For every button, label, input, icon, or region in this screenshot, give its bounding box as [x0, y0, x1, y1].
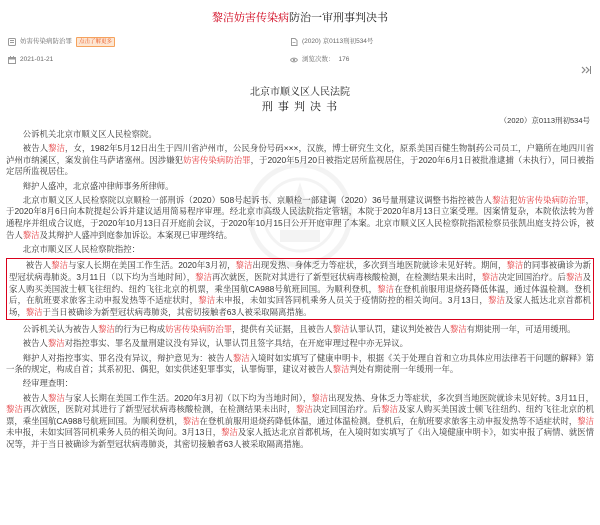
publish-date: 2021-01-21	[20, 56, 54, 63]
paragraph-text: 被告人	[25, 260, 52, 271]
name-highlight: 黎洁	[449, 324, 467, 335]
document-type: 刑 事 判 决 书	[261, 101, 339, 113]
learn-more-tag[interactable]: 点击了解更多	[76, 37, 115, 47]
name-highlight: 黎洁	[48, 392, 65, 403]
name-highlight: 黎洁	[377, 283, 395, 294]
name-highlight: 黎洁	[381, 404, 399, 415]
name-highlight: 黎洁	[332, 324, 350, 335]
views-label: 浏览次数：	[302, 56, 335, 63]
body-paragraph	[6, 195, 594, 241]
name-highlight: 黎洁	[51, 260, 69, 271]
name-highlight: 黎洁	[311, 392, 329, 403]
paragraph-text: 再次就医，医院对其进行了新型冠状病毒核酸检测，在检测结果未出时，	[212, 271, 482, 282]
name-highlight: 黎洁	[48, 143, 66, 154]
paragraph-text: 认罪认罚，建议判处被告人	[349, 324, 450, 335]
cause-label[interactable]: 妨害传染病防治罪	[20, 38, 72, 45]
keyword-link[interactable]: 妨害传染病防治罪	[165, 324, 233, 335]
paragraph-text: 于当日被确诊为新型冠状病毒肺炎，其密切接触者63人被采取隔离措施。	[42, 306, 312, 317]
name-highlight: 黎洁	[295, 404, 313, 415]
name-highlight: 黎洁	[492, 194, 510, 205]
paragraph-text: 北京市顺义区人民检察院以京顺检一部刑诉（2020）508号起诉书、京顺检一部建调（2020）36号量刑建议调整书指控被告人	[22, 194, 493, 205]
highlighted-charge-paragraph	[6, 258, 594, 320]
paragraph-text: ，于2020年8月6日向本院提起公诉并建议适用简易程序审理。经北京市高级人民法院指定管辖，本院于2020年8月13日立案受理。因案情复杂，本院依法转为普通程序并组成合议庭，于2020年10月13日召开庭前会议，于2020年10月15日公开开庭审理了本案。北京市顺义区人民检察院指派检察员张凯出庭支持公诉，被告人	[6, 194, 594, 240]
paragraph-text: ，提供有关证据，且被告人	[232, 324, 333, 335]
body-paragraph	[6, 353, 594, 376]
page-title-rest: 防治一审刑事判决书	[289, 12, 388, 24]
paragraph-text: 再次就医，医院对其进行了新型冠状病毒核酸检测，在检测结果未出时，	[23, 404, 296, 415]
paragraph-text: 入境时如实填写了健康申明卡，根据《关于处理自首和立功具体应用法律若干问题的解释》第一条的规定，构成自首；其系初犯、偶犯，如实供述犯罪事实，认罪悔罪，建议对被告人	[6, 352, 594, 375]
name-highlight: 黎洁	[6, 404, 24, 415]
name-highlight: 黎洁	[332, 364, 350, 375]
paragraph-text: 对指控事实、罪名及量刑建议没有异议，认罪认罚且签字具结，在开庭审理过程中亦无异议。	[64, 338, 409, 349]
keyword-link[interactable]: 妨害传染病防治罪	[183, 154, 251, 165]
body-paragraph	[6, 393, 594, 451]
paragraph-text: 及其辩护人盛冲到庭参加诉讼。本案现已审理终结。	[39, 229, 233, 240]
body-paragraph	[6, 143, 594, 178]
paragraph-text: 被告人	[22, 143, 49, 154]
paragraph-text: 被告人	[22, 392, 49, 403]
name-highlight: 黎洁	[25, 306, 43, 317]
paragraph-text: 出现发热、身体乏力等症状，多次到当地医院就诊未见好转。3月11日，	[328, 392, 594, 403]
paragraph-text: 的行为已构成	[114, 324, 166, 335]
paragraph-text: 在登机前服用退烧药降低体温，通过体温检测。登机后，在航班要求旅客主动申报发热等不适症状时，	[9, 283, 592, 306]
paragraph-text: 经审理查明：	[22, 378, 74, 389]
name-highlight: 黎洁	[488, 295, 506, 306]
paragraph-text: 辩护人盛冲，北京盛冲律师事务所律师。	[22, 180, 174, 191]
body-paragraph	[6, 129, 594, 141]
views-count: 176	[338, 56, 350, 63]
paragraph-text: 辩护人对指控事实、罪名没有异议，辩护意见为：被告人	[22, 352, 233, 363]
paragraph-text: 及家人购买美国波士顿飞往纽约、纽约飞往北京的机票，乘坐国航CA988号航班回国。为顺利登机，	[6, 404, 594, 426]
paragraph-text: 及家人购买美国波士顿飞往纽约、纽约飞往北京的机票，乘坐国航CA988号航班回国。为顺利登机，	[9, 271, 592, 294]
page-title	[0, 10, 600, 26]
keyword-link[interactable]: 妨害传染病防治罪	[517, 194, 586, 205]
paragraph-text: 在登机前服用退烧药降低体温，通过体温检测。登机后，在航班要求旅客主动申报发热等不适症状时，	[199, 415, 578, 426]
name-highlight: 黎洁	[235, 260, 253, 271]
case-category-icon	[8, 38, 16, 46]
date-info	[8, 54, 53, 66]
name-highlight: 黎洁	[22, 229, 40, 240]
paragraph-text: 公诉机关认为被告人	[22, 324, 99, 335]
page-title-highlight: 黎洁妨害传染病	[212, 12, 289, 24]
body-paragraph	[6, 324, 594, 336]
calendar-icon	[8, 56, 16, 64]
paragraph-text: ，于2020年5月20日被指定居所监视居住，于2020年6月1日被批准逮捕（未执行），同日被指定居所监视居住。	[6, 154, 594, 177]
meta-row-date	[0, 54, 600, 66]
collapse-panel-icon[interactable]	[580, 64, 592, 76]
cause-info	[8, 36, 115, 48]
document-number: （2020）京0113刑初534号	[499, 116, 590, 125]
paragraph-text: 的同事被确诊为新型冠状病毒肺炎。3月11日（以下均为当地时间），	[9, 260, 592, 282]
body-paragraph	[6, 378, 594, 390]
paragraph-text: 犯	[509, 194, 518, 205]
paragraph-text: ，女，1982年5月12日出生于四川省泸州市，公民身份号码×××，汉族，博士研究生文化，原系美国百健生物制药公司员工，户籍所在地四川省泸州市纳溪区，案发前住马萨诸塞州。因涉嫌犯	[6, 143, 594, 165]
court-name: 北京市顺义区人民法院	[250, 87, 350, 98]
paragraph-text: 与家人长期在美国工作生活。2020年3月初，	[68, 260, 236, 271]
paragraph-text: 及家人抵达北京首都机场，在入境时如实填写了《出入境健康申明卡》，如实申报了病情、就医情况等，并于当日被确诊为新型冠状病毒肺炎，其密切接触者63人被采取隔离措施。	[6, 427, 594, 449]
paragraph-text: 判处有期徒刑一年缓刑一年。	[349, 364, 459, 375]
name-highlight: 黎洁	[198, 295, 216, 306]
body-paragraph	[6, 181, 594, 193]
name-highlight: 黎洁	[481, 271, 499, 282]
name-highlight: 黎洁	[195, 271, 213, 282]
paragraph-text: 未申报，未如实回答同机乘务人员的相关询问。3月13日，	[6, 427, 222, 438]
views-info	[290, 54, 349, 66]
eye-icon	[290, 56, 298, 64]
paragraph-text: 决定回国治疗。后	[312, 404, 382, 415]
name-highlight: 黎洁	[577, 415, 594, 426]
name-highlight: 黎洁	[98, 324, 115, 335]
paragraph-text: 及家人抵达北京首都机场，	[9, 295, 592, 317]
document-icon	[290, 38, 298, 46]
case-number-info	[290, 36, 373, 48]
judgment-body	[6, 129, 594, 521]
paragraph-text: 被告人	[22, 338, 48, 349]
body-paragraph	[6, 244, 594, 256]
body-paragraph	[6, 338, 594, 350]
paragraph-text: 公诉机关北京市顺义区人民检察院。	[22, 129, 157, 139]
name-highlight: 黎洁	[565, 271, 583, 282]
paragraph-text: 未申报，未如实回答同机乘务人员关于疫情防控的相关询问。3月13日，	[215, 295, 488, 306]
name-highlight: 黎洁	[221, 427, 238, 438]
case-number: (2020) 京0113刑初534号	[302, 38, 374, 45]
paragraph-text: 北京市顺义区人民检察院指控：	[22, 243, 141, 254]
name-highlight: 黎洁	[182, 415, 200, 426]
paragraph-text: 决定回国治疗。后	[498, 271, 566, 282]
paragraph-text: 出现发热、身体乏力等症状，多次到当地医院就诊未见好转。期间，	[252, 260, 507, 271]
name-highlight: 黎洁	[232, 352, 250, 363]
paragraph-text: 与家人长期在美国工作生活。2020年3月初（以下均为当地时间），	[64, 392, 312, 403]
meta-row-cause	[0, 36, 600, 48]
name-highlight: 黎洁	[47, 338, 65, 349]
name-highlight: 黎洁	[506, 260, 524, 271]
paragraph-text: 有期徒刑一年，可适用缓刑。	[466, 324, 576, 335]
